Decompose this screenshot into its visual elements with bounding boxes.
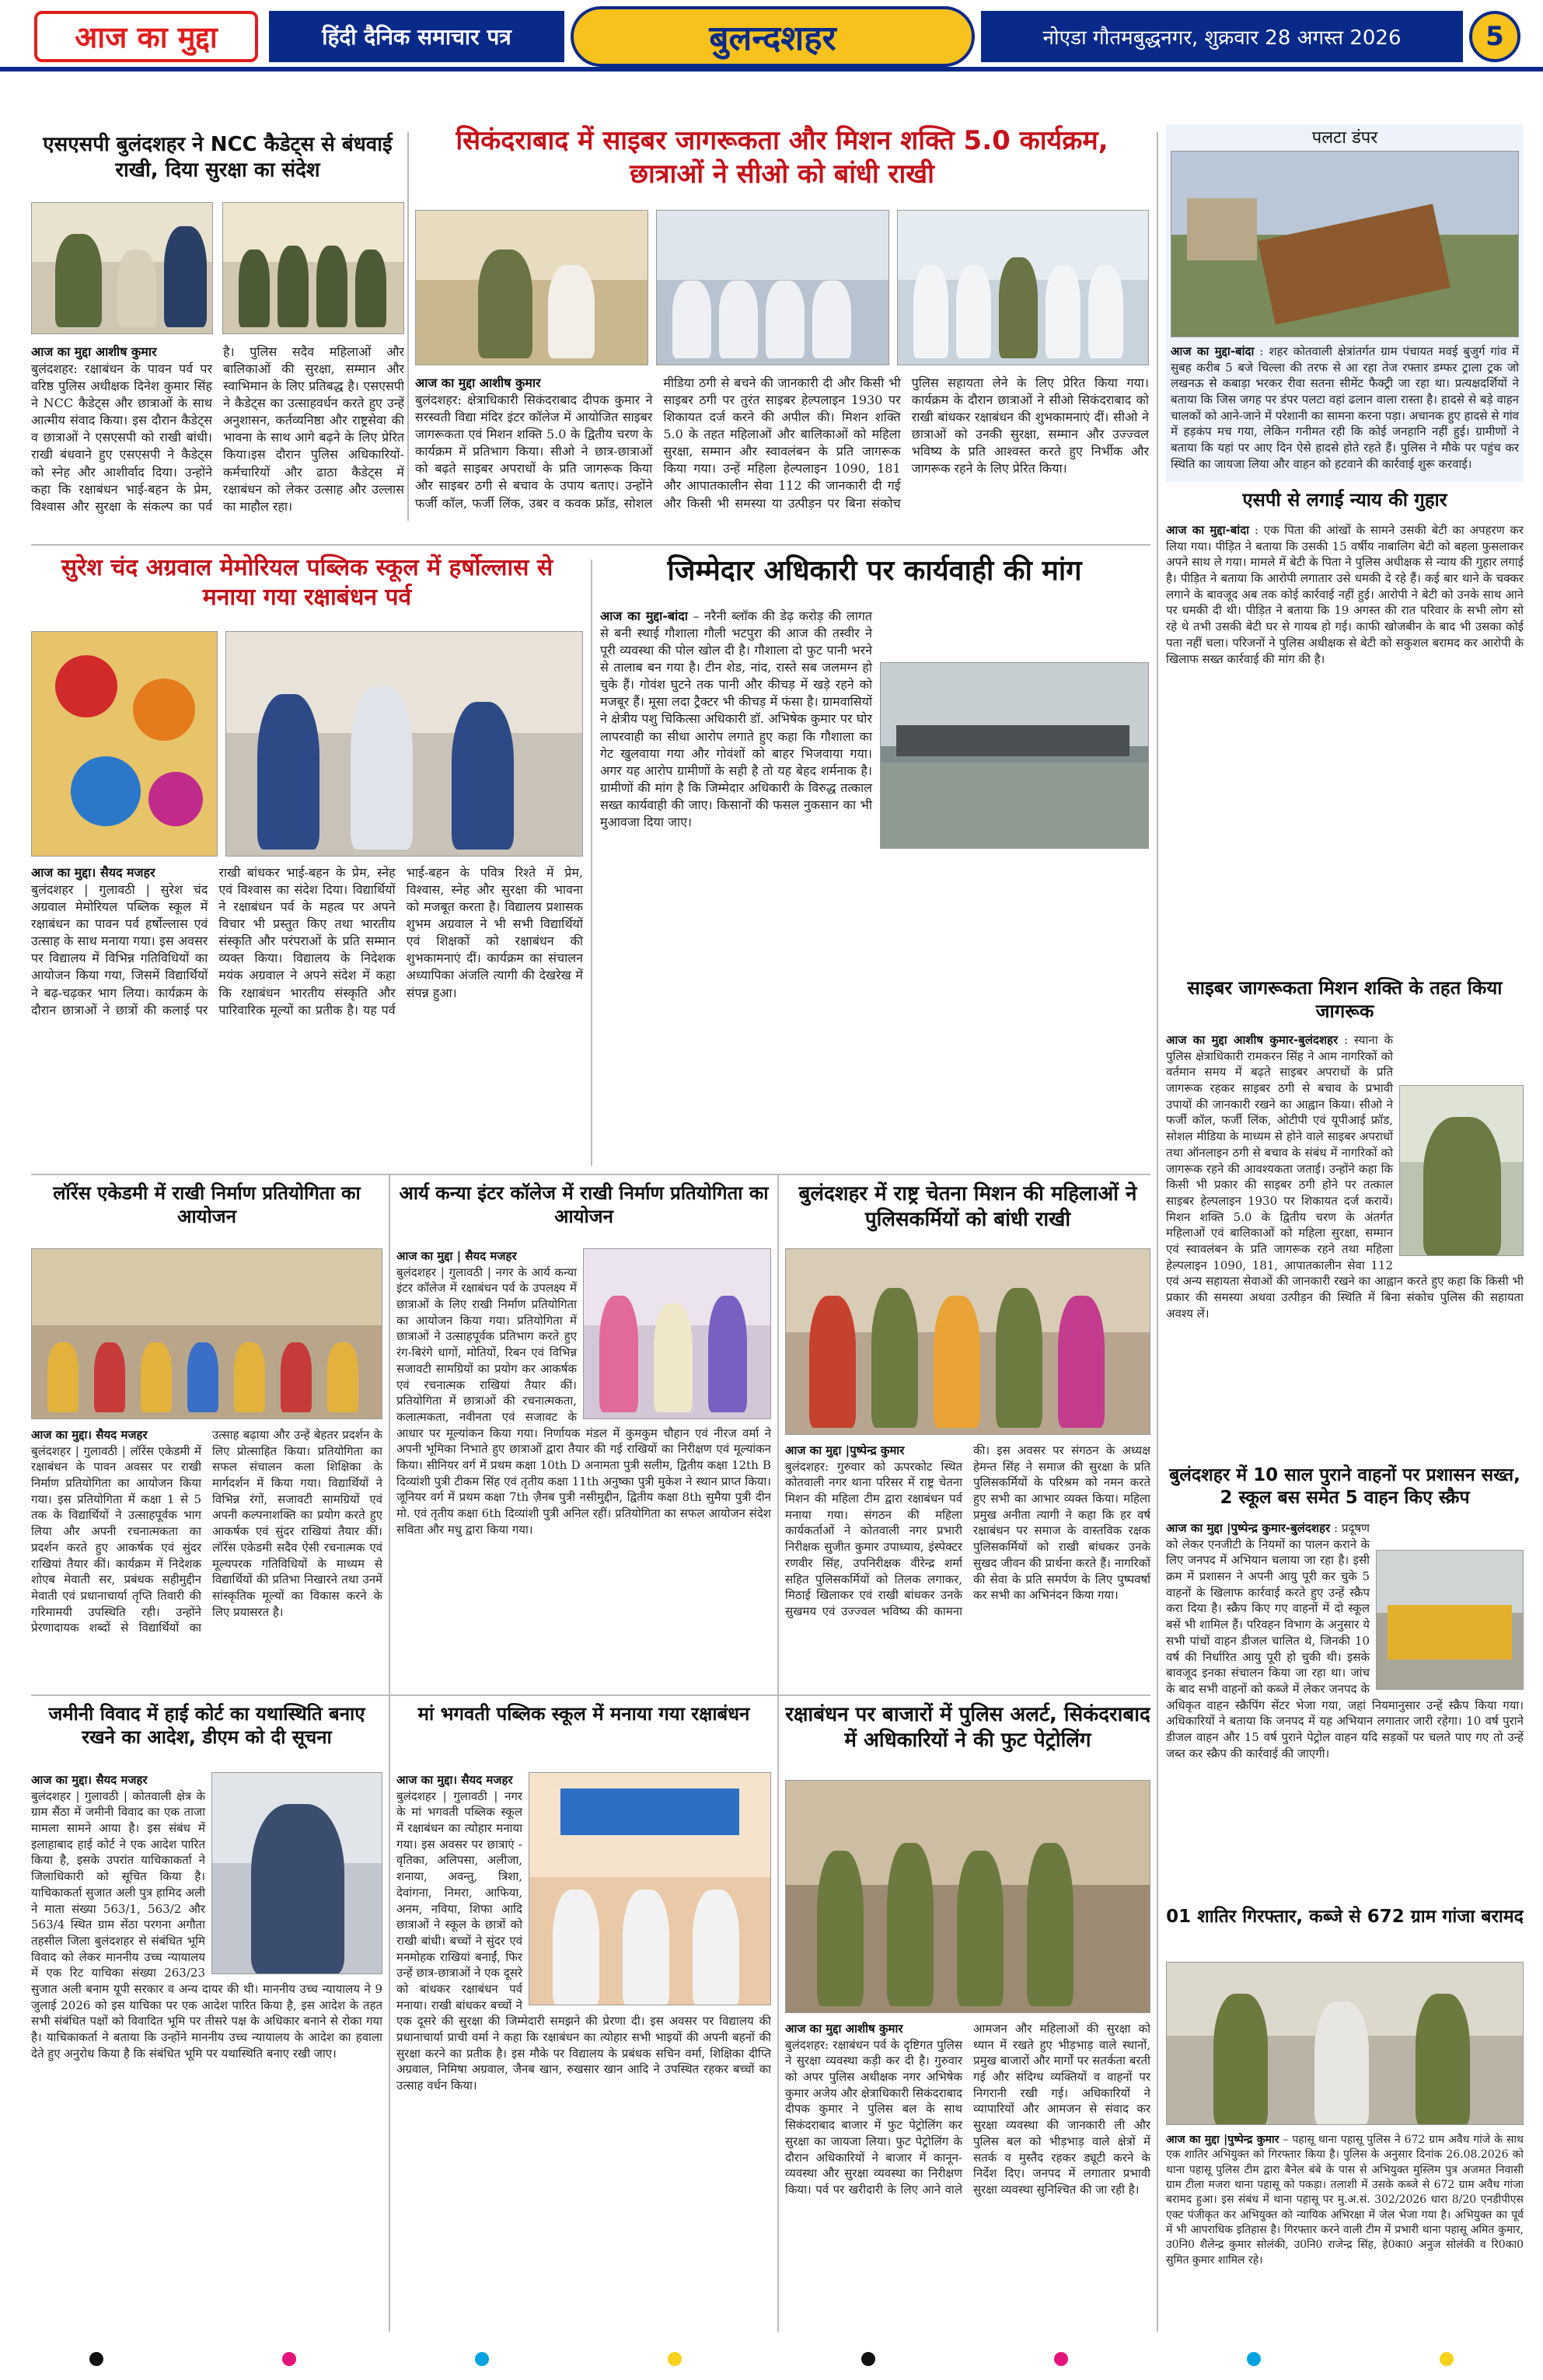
article-headline: साइबर जागरूकता मिशन शक्ति के तहत किया जागरूक [1187, 977, 1503, 1022]
article-arya-kanya [396, 1181, 771, 1687]
byline: आज का मुद्दा आशीष कुमार-बुलंदशहर [1166, 1033, 1339, 1047]
photo-students-class [656, 210, 889, 365]
row-rule [31, 544, 1150, 546]
photo-rakhi-competition [31, 1248, 382, 1419]
article-body [785, 2021, 1150, 2332]
article-headline: बुलंदशहर में राष्ट्र चेतना मिशन की महिलाओं ने पुलिसकर्मियों को बांधी राखी [798, 1182, 1137, 1231]
article-text: स्याना के पुलिस क्षेत्राधिकारी रामकरन सिंह ने आम नागरिकों को वर्तमान समय में बढ़ते साइबर अपराधों के प्रति जागरूक रहकर साइबर ठगी से बचाव के प्रभावी उपायों की जानकारी रखने का आह्वान किया। सीओ ने फर्जी कॉल, फर्जी लिंक, ओटीपी एवं यूपीआई फ्रॉड, सोशल मीडिया के माध्यम से होने वाले साइबर अपराधों तथा ऑनलाइन ठगी से बचाव के संबंध में नागरिकों को जागरूक रहने की आवश्यकता जताई। उन्होंने कहा कि किसी भी प्रकार की साइबर ठगी होने पर तत्काल साइबर हेल्पलाइन 1930 पर शिकायत दर्ज करायें। मिशन शक्ति 5.0 के द्वितीय चरण के अंतर्गत महिलाओं एवं बालिकाओं को महिला सुरक्षा, सम्मान एवं स्वावलंबन के प्रति जागरूक रहने तथा महिला हेल्पलाइन 1090, 181, आपातकालीन सेवा 112 एवं अन्य सहायता सेवाओं की जानकारी रखने का आह्वान करते हुए कहा कि किसी भी प्रकार की समस्या अथवा उत्पीड़न की स्थिति में बिना संकोच पुलिस की सहायता अवश्य लें। [1166, 1033, 1524, 1321]
article-rashtra-chetna [785, 1181, 1150, 1687]
photo-ssp-rakhi [31, 202, 213, 334]
article-gaushala [600, 553, 1149, 1167]
article-headline: एसपी से लगाई न्याय की गुहार [1242, 489, 1447, 511]
article-text: बुलंदशहर | गुलावठी | नगर के मां भगवती पब्लिक स्कूल में रक्षाबंधन का त्योहार मनाया गया। इस अवसर पर छात्राएं - वृतिका, अलिपसा, अलीजा, शनाया, अवन्तु, त्रिशा, देवांगना, निमरा, आफिया, अनम, नविया, शिफा आदि छात्राओं ने स्कूल के छात्रों को राखी बांधी। बच्चों ने सुंदर एवं मनमोहक राखियां बनाईं, फिर उन्हें छात्र-छात्राओं ने एक दूसरे को बांधकर रक्षाबंधन पर्व मनाया। राखी बांधकर बच्चों ने एक दूसरे की सुरक्षा की जिम्मेदारी समझने की प्रेरणा दी। इस अवसर पर विद्यालय की प्रधानाचार्या प्राची वर्मा ने कहा कि रक्षाबंधन का त्योहार सभी भाइयों की अपनी बहनों की सुरक्षा करने का प्रतीक है। इस मौके पर विद्यालय के प्रबंधक सचिन वर्मा, शिक्षिका दीप्ति अग्रवाल, निमिषा अग्रवाल, जैनब खान, रुखसार खान आदि ने उपस्थित रहकर बच्चों का उत्साह वर्धन किया। [396, 1788, 771, 2093]
dateline: नोएडा गौतमबुद्धनगर, शुक्रवार 28 अगस्त 2026 [981, 11, 1463, 62]
article-body [31, 864, 583, 1160]
photo-overturned-dumper [1171, 151, 1519, 337]
byline: आज का मुद्दा |पुष्पेन्द्र कुमार [785, 1443, 905, 1457]
photo-flooded-gaushala [880, 662, 1149, 849]
article-market-patrol [785, 1702, 1150, 2340]
article-headline: मां भगवती पब्लिक स्कूल में मनाया गया रक्षाबंधन [417, 1703, 750, 1725]
article-headline: जमीनी विवाद में हाई कोर्ट का यथास्थिति बनाए रखने का आदेश, डीएम को दी सूचना [48, 1703, 365, 1748]
article-body [415, 375, 1149, 530]
byline: आज का मुद्दा। सैयद मजहर [396, 1773, 513, 1787]
byline: आज का मुद्दा-बांदा [1171, 344, 1255, 358]
registration-dot [1247, 2352, 1261, 2366]
article-headline: लॉरेंस एकेडमी में राखी निर्माण प्रतियोगिता का आयोजन [53, 1182, 361, 1227]
row-rule [31, 1694, 1150, 1696]
article-dumper [1166, 124, 1524, 482]
article-cyber-awareness-syana [1166, 976, 1524, 1458]
article-headline: रक्षाबंधन पर बाजारों में पुलिस अलर्ट, सिकंदराबाद में अधिकारियों ने की फुट पेट्रोलिंग [785, 1703, 1150, 1752]
registration-dot [89, 2352, 103, 2366]
article-text: बुलंदशहर: गुरुवार को ऊपरकोट स्थित कोतवाली नगर थाना परिसर में राष्ट्र चेतना मिशन की महिला टीम द्वारा रक्षाबंधन पर्व मनाया गया। संगठन की महिला कार्यकर्ताओं ने कोतवाली नगर प्रभारी निरीक्षक सुजीत कुमार उपाध्याय, इंस्पेक्टर रणवीर सिंह, उपनिरीक्षक वीरेन्द्र शर्मा सहित पुलिसकर्मियों को तिलक लगाकर, मिठाई खिलाकर एवं राखी बांधकर उनके सुखमय एवं उज्ज्वल भविष्य की कामना की। इस अवसर पर संगठन के अध्यक्ष हेमन्त सिंह ने समाज की सुरक्षा के प्रति पुलिसकर्मियों के परिश्रम को नमन करते हुए सभी का आभार व्यक्त किया। महिला प्रमुख अनीता त्यागी ने कहा कि हर वर्ष रक्षाबंधन पर समाज के वास्तविक रक्षक पुलिसकर्मियों को राखी बांधकर उनके सुखद जीवन की प्रार्थना करते हैं। नागरिकों की सेवा के प्रति समर्पण के लिए पुष्पवर्षा कर सभी का अभिनंदन किया गया। [785, 1443, 1150, 1618]
photo-police-rakhi [785, 1248, 1150, 1435]
article-text: प्रदूषण को लेकर एनजीटी के नियमों का पालन कराने के लिए जनपद में अभियान चलाया जा रहा है। इसी क्रम में प्रशासन ने अपनी आयु पूरी कर चुके 5 वाहनों के खिलाफ कार्रवाई करते हुए उन्हें स्क्रैप करा दिया है। स्क्रैप किए गए वाहनों में दो स्कूल बसें भी शामिल हैं। परिवहन विभाग के अनुसार ये सभी पांचों वाहन डीजल चालित थे, जिनकी 10 वर्ष की निर्धारित आयु पूरी हो चुकी थी। इसके बावजूद इनका संचालन किया जा रहा था। जांच के बाद सभी वाहनों को कब्जे में लेकर जनपद के अधिकृत वाहन स्क्रैपिंग सेंटर भेजा गया, जहां नियमानुसार उन्हें स्क्रैप किया गया। अधिकारियों ने बताया कि जनपद में यह अभियान लगातार जारी रहेगा। 10 वर्ष पुराने डीजल वाहन और 15 वर्ष पुराने पेट्रोल वाहन यदि सड़कों पर चलते पाए गए तो उन्हें जब्त कर स्क्रैप की कार्रवाई की जाएगी। [1166, 1521, 1524, 1761]
column-rule [389, 1174, 390, 2332]
column-rule [591, 560, 592, 1166]
article-body: आज का मुद्दा-बांदा – नरैनी ब्लॉक की डेढ़ करोड़ की लागत से बनी स्थाई गौशाला गौली भटपुरा की आज की तस्वीर ने पूरी व्यवस्था की पोल खोल दी है। गौशाला दो फुट पानी भरने से तालाब बन गया है। टीन शेड, नांद, रास्ते सब जलमग्न हो चुके हैं। गोवंश घुटने तक पानी और कीचड़ में खड़े रहने को मजबूर हैं। मूसा लदा ट्रैक्टर भी कीचड़ में फंसा है। ग्रामवासियों ने क्षेत्रीय पशु चिकित्सा अधिकारी डॉ. अभिषेक कुमार पर घोर लापरवाही का सीधा आरोप लगाते हुए कहा कि गौशाला का गेट खुलवाया गया और गोवंशों को बाहर भिजवाया गया। अगर यह आरोप ग्रामीणों के सही है तो यह बेहद शर्मनाक है। ग्रामीणों की मांग है कि जिम्मेदार अधिकारी के विरुद्ध तत्काल सख्त कार्यवाही की जाए। किसानों की फसल नुकसान का भी मुआवजा दिया जाए। [600, 609, 872, 829]
article-maa-bhagwati-school [396, 1702, 771, 2340]
tagline: हिंदी दैनिक समाचार पत्र [269, 11, 564, 62]
masthead [0, 0, 1543, 72]
article-ssp-ncc [31, 132, 404, 536]
column-rule [777, 1174, 779, 2332]
article-suresh-chand-school [31, 553, 583, 1167]
article-body: आज का मुद्दा |पुष्पेन्द्र कुमार – पहासू थाना पहासू पुलिस ने 672 ग्राम अवैध गांजे के साथ एक शातिर अभियुक्त को गिरफ्तार किया है। पुलिस के अनुसार दिनांक 26.08.2026 को थाना पहासू पुलिस टीम द्वारा बैनेल बंबे के पास से अभियुक्त मुस्लिम पुत्र अजमत निवासी ग्राम टीला मजरा थाना पहासू को पकड़ा। तलाशी में उसके कब्जे से 672 ग्राम अवैध गांजा बरामद हुआ। इस संबंध में थाना पहासू पर मु.अ.सं. 302/2026 धारा 8/20 एनडीपीएस एक्ट पंजीकृत कर अभियुक्त को न्यायिक अभिरक्षा में जेल भेजा गया है। अभियुक्त का पूर्व में भी आपराधिक इतिहास है। गिरफ्तार करने वाली टीम में प्रभारी थाना पहासू अमित कुमार, उ0नि0 शैलेन्द्र कुमार सोलंकी, उ0नि0 राजेन्द्र सिंह, हे0का0 अनुज सोलंकी व रि0का0 सुमित कुमार शामिल रहे। [1166, 2134, 1524, 2267]
photo-ncc-group [222, 202, 404, 334]
article-headline: आर्य कन्या इंटर कॉलेज में राखी निर्माण प्रतियोगिता का आयोजन [399, 1182, 769, 1227]
article-text: शहर कोतवाली क्षेत्रांतर्गत ग्राम पंचायत मवई बुजुर्ग गांव में सुबह करीब 5 बजे चिल्ला की तरफ से आ रहा तेज रफ्तार डम्फर ट्राला ट्रक जो लखनऊ से कबाड़ा भरकर रीवा सतना सीमेंट फैक्ट्री जा रहा था। प्रत्यक्षदर्शियों ने बताया कि जिस जगह पर डंपर पलटा वहां ढलान वाला रास्ता है। हादसे से बड़े वाहन चालकों को आने-जाने में परेशानी का सामना करना पड़ा। अचानक हुए हादसे से गांव में हड़कंप मच गया, लेकिन गनीमत रही कि कोई जनहानि नहीं हुई। ग्रामीणों ने बताया कि यहां पर आए दिन ऐसे हादसे होते रहते हैं। पुलिस ने मौके पर पहुंच कर स्थिति का जायजा लिया और वाहन को हटवाने की कार्रवाई शुरू करवाई। [1171, 344, 1519, 471]
article-text: बुलंदशहर | गुलावठी | सुरेश चंद अग्रवाल मेमोरियल पब्लिक स्कूल में रक्षाबंधन का पावन पर्व हर्षोल्लास एवं उत्साह के साथ मनाया गया। इस अवसर पर विद्यालय में विभिन्न गतिविधियों का आयोजन किया गया, जिसमें विद्यार्थियों ने बढ़-चढ़कर भाग लिया। कार्यक्रम के दौरान छात्राओं ने छात्रों की कलाई पर राखी बांधकर भाई-बहन के प्रेम, स्नेह एवं विश्वास का संदेश दिया। विद्यार्थियों ने रक्षाबंधन पर्व के महत्व पर अपने विचार भी प्रस्तुत किए तथा भारतीय संस्कृति और परंपराओं के प्रति सम्मान व्यक्त किया। विद्यालय के निदेशक मयंक अग्रवाल ने अपने संदेश में कहा कि रक्षाबंधन भारतीय संस्कृति और पारिवारिक मूल्यों का प्रतीक है। यह पर्व भाई-बहन के पवित्र रिश्ते में प्रेम, विश्वास, स्नेह और सुरक्षा की भावना को मजबूत करता है। विद्यालय प्रशासक शुभम अग्रवाल ने भी सभी विद्यार्थियों एवं शिक्षकों को रक्षाबंधन की शुभकामनाएं दीं। कार्यक्रम का संचालन अध्यापिका अंजलि त्यागी की देखरेख में संपन्न हुआ। [31, 865, 583, 1017]
photo-co-rakhi [415, 210, 648, 365]
registration-dot [1054, 2352, 1068, 2366]
article-sikandrabad-cyber [415, 124, 1149, 536]
registration-dot [1440, 2352, 1454, 2366]
article-headline: 01 शातिर गिरफ्तार, कब्जे से 672 ग्राम गांजा बरामद [1166, 1907, 1524, 1927]
article-headline: सिकंदराबाद में साइबर जागरूकता और मिशन शक्ति 5.0 कार्यक्रम, छात्राओं ने सीओ को बांधी राखी [456, 125, 1108, 190]
article-text: एक पिता की आंखों के सामने उसकी बेटी का अपहरण कर लिया गया। पीड़ित ने बताया कि उसकी 15 वर्षीय नाबालिग बेटी को बहला फुसलाकर अपने साथ ले गया। मामले में बेटी के पिता ने पुलिस अधीक्षक से न्याय की गुहार लगाई है। पीड़ित ने बताया कि आरोपी लगातार उसे धमकी दे रहे हैं। कई बार थाने के चक्कर लगाने के बावजूद अब तक कोई कार्रवाई नहीं हुई। आरोपी ने बेटी को उनके साथ आने पर धमकी दी थी। पीड़ित ने बताया कि 19 अगस्त की रात परिवार के सभी लोग सो रहे थे तभी उसकी बेटी घर से गायब हो गई। काफी खोजबीन के बाद भी उसका कोई पता नहीं चला। परिजनों ने पुलिस अधीक्षक से बेटी को सकुशल बरामद कर आरोपी के खिलाफ सख्त कार्रवाई की मांग की है। [1166, 523, 1524, 666]
article-text: बुलंदशहर | गुलावठी | लॉरेंस एकेडमी में रक्षाबंधन के पावन अवसर पर राखी निर्माण प्रतियोगिता का आयोजन किया गया। इस प्रतियोगिता में कक्षा 1 से 5 तक के विद्यार्थियों ने उत्साहपूर्वक भाग लिया और अपनी रचनात्मकता का प्रदर्शन करते हुए आकर्षक एवं सुंदर राखियां तैयार कीं। कार्यक्रम में निदेशक शोएब मेवाती सर, प्रबंधक सहीमुद्दीन मेवाती एवं प्रधानाचार्या तृप्ति तिवारी की गरिमामयी उपस्थिति रही। उन्होंने प्रेरणादायक शब्दों से विद्यार्थियों का उत्साह बढ़ाया और उन्हें बेहतर प्रदर्शन के लिए प्रोत्साहित किया। प्रतियोगिता का सफल संचालन कला शिक्षिका के मार्गदर्शन में किया गया। विद्यार्थियों ने विभिन्न रंगों, सजावटी सामग्रियों एवं अपनी कल्पनाशक्ति का प्रयोग करते हुए आकर्षक एवं सुंदर राखियां तैयार कीं। लॉरेंस एकेडमी सदैव ऐसी रचनात्मक एवं मूल्यपरक गतिविधियों के माध्यम से विद्यार्थियों की प्रतिभा निखारने तथा उनमें सांस्कृतिक मूल्यों का विकास करने के लिए प्रयासरत है। [31, 1428, 382, 1635]
byline: आज का मुद्दा। सैयद मजहर [31, 865, 155, 880]
article-high-court-land [31, 1702, 382, 2340]
photo-arrested-accused [1166, 1962, 1524, 2125]
article-body [31, 344, 404, 530]
article-body: आज का मुद्दा-बांदा : शहर कोतवाली क्षेत्रांतर्गत ग्राम पंचायत मवई बुजुर्ग गांव में सुबह करीब 5 बजे चिल्ला की तरफ से आ रहा तेज रफ्तार डम्फर ट्राला ट्रक जो लखनऊ से कबाड़ा भरकर रीवा सतना सीमेंट फैक्ट्री जा रहा था। प्रत्यक्षदर्शियों ने बताया कि जिस जगह पर डंपर पलटा वहां ढलान वाला रास्ता है। हादसे से बड़े वाहन चालकों को आने-जाने में परेशानी का सामना करना पड़ा। अचानक हुए हादसे से गांव में हड़कंप मच गया, लेकिन गनीमत रही कि कोई जनहानि नहीं हुई। ग्रामीणों ने बताया कि यहां पर आए दिन ऐसे हादसे होते रहते हैं। पुलिस ने मौके पर पहुंच कर स्थिति का जायजा लिया और वाहन को हटवाने की कार्रवाई शुरू करवाई। [1171, 344, 1519, 471]
byline: आज का मुद्दा | सैयद मजहर [396, 1249, 517, 1263]
photo-foot-patrol [785, 1780, 1150, 2013]
byline: आज का मुद्दा आशीष कुमार [31, 344, 157, 359]
article-headline: एसएसपी बुलंदशहर ने NCC कैडेट्स से बंधवाई राखी, दिया सुरक्षा का संदेश [43, 133, 393, 182]
article-body [785, 1443, 1150, 1684]
print-registration-marks [0, 2347, 1543, 2371]
column-rule [407, 132, 409, 521]
article-text: बुलंदशहर: क्षेत्राधिकारी सिकंदराबाद दीपक कुमार ने सरस्वती विद्या मंदिर इंटर कॉलेज में आयोजित साइबर जागरूकता एवं मिशन शक्ति 5.0 के द्वितीय चरण के कार्यक्रम में प्रतिभाग किया। सीओ ने छात्र-छात्राओं को बढ़ते साइबर अपराधों के प्रति जागरूक किया और साइबर ठगी से बचाव के उपाय बताए। उन्होंने फर्जी कॉल, फर्जी लिंक, उबर व कवक फ्रॉड, सोशल मीडिया ठगी से बचने की जानकारी दी और किसी भी साइबर ठगी पर तुरंत साइबर हेल्पलाइन 1930 पर शिकायत दर्ज करने की अपील की। मिशन शक्ति 5.0 के तहत महिलाओं और बालिकाओं को महिला सुरक्षा, सम्मान और स्वावलंबन के प्रति जागरूक किया गया। उन्हें महिला हेल्पलाइन 1090, 181 और आपातकालीन सेवा 112 की जानकारी दी गई और किसी भी समस्या या उत्पीड़न पर बिना संकोच पुलिस सहायता लेने के लिए प्रेरित किया गया।कार्यक्रम के दौरान छात्राओं ने सीओ सिकंदराबाद को राखी बांधकर रक्षाबंधन की शुभकामनाएं दीं। सीओ ने छात्राओं को उनकी सुरक्षा, सम्मान और उज्ज्वल भविष्य के प्रति आश्वस्त करते हुए निर्भीक और जागरूक रहने के लिए प्रेरित किया। [415, 375, 1149, 511]
article-text: पहासू थाना पहासू पुलिस ने 672 ग्राम अवैध गांजे के साथ एक शातिर अभियुक्त को गिरफ्तार किया है। पुलिस के अनुसार दिनांक 26.08.2026 को थाना पहासू पुलिस टीम द्वारा बैनेल बंबे के पास से अभियुक्त मुस्लिम पुत्र अजमत निवासी ग्राम टीला मजरा थाना पहासू को पकड़ा। तलाशी में उसके कब्जे से 672 ग्राम अवैध गांजा बरामद हुआ। इस संबंध में थाना पहासू पर मु.अ.सं. 302/2026 धारा 8/20 एनडीपीएस एक्ट पंजीकृत कर अभियुक्त को न्यायिक अभिरक्षा में जेल भेजा गया है। अभियुक्त का पूर्व में भी आपराधिक इतिहास है। गिरफ्तार करने वाली टीम में प्रभारी थाना पहासू अमित कुमार, उ0नि0 शैलेन्द्र कुमार सोलंकी, उ0नि0 राजेन्द्र सिंह, हे0का0 अनुज सोलंकी व रि0का0 सुमित कुमार शामिल रहे। [1166, 2134, 1524, 2267]
article-text: बुलंदशहर | गुलावठी | नगर के आर्य कन्या इंटर कॉलेज में रक्षाबंधन पर्व के उपलक्ष्य में छात्राओं के लिए राखी निर्माण प्रतियोगिता का आयोजन किया गया। प्रतियोगिता में छात्राओं ने उत्साहपूर्वक प्रतिभाग करते हुए रंग-बिरंगे धागों, मोतियों, रिबन एवं विभिन्न सजावटी सामग्रियों का प्रयोग कर आकर्षक एवं रचनात्मक राखियां तैयार कीं। प्रतियोगिता में छात्राओं की रचनात्मकता, कलात्मकता, नवीनता एवं सजावट के आधार पर मूल्यांकन किया गया। निर्णायक मंडल में कुमकुम चौहान एवं नीरज वर्मा ने अपनी भूमिका निभाते हुए छात्राओं द्वारा तैयार की गई राखियों का निरीक्षण एवं मूल्यांकन किया। सीनियर वर्ग में प्रथम कक्षा 10th D अनामता पुत्री सलीम, द्वितीय कक्षा 12th B दिव्यांशी पुत्री टीकम सिंह एवं तृतीय कक्षा 11th अनुष्का पुत्री मुकेश ने स्थान प्राप्त किया। जूनियर वर्ग में प्रथम कक्षा 7th ज़ैनब पुत्री नसीमुद्दीन, द्वितीय कक्षा 8th सुमैया पुत्री दीन मो. एवं तृतीय कक्षा 6th दिव्यांशी पुत्री अनिल रहीं। प्रतियोगिता का सफल आयोजन संदेश सविता और मधु द्वारा किया गया। [396, 1265, 771, 1537]
article-lawrence-academy [31, 1181, 382, 1687]
article-headline: जिम्मेदार अधिकारी पर कार्यवाही की मांग [667, 555, 1082, 587]
article-label: पलटा डंपर [1311, 128, 1378, 148]
photo-students-tying-rakhi [225, 631, 583, 857]
row-rule [31, 1174, 1150, 1175]
article-body [396, 1248, 771, 1684]
registration-dot [475, 2352, 489, 2366]
byline: आज का मुद्दा |पुष्पेन्द्र कुमार-बुलंदशहर [1166, 1521, 1331, 1535]
section-title: बुलन्दशहर [571, 6, 975, 67]
byline: आज का मुद्दा-बांदा [600, 609, 688, 623]
photo-rakhi-display [31, 631, 218, 857]
byline: आज का मुद्दा-बांदा [1166, 523, 1250, 537]
article-body [396, 1772, 771, 2332]
article-body [31, 1427, 382, 1684]
byline: आज का मुद्दा। सैयद मजहर [31, 1773, 148, 1787]
byline: आज का मुद्दा आशीष कुमार [785, 2022, 903, 2036]
registration-dot [861, 2352, 875, 2366]
article-headline: सुरेश चंद अग्रवाल मेमोरियल पब्लिक स्कूल में हर्षोल्लास से मनाया गया रक्षाबंधन पर्व [61, 554, 553, 611]
article-body: आज का मुद्दा-बांदा : एक पिता की आंखों के सामने उसकी बेटी का अपहरण कर लिया गया। पीड़ित ने बताया कि उसकी 15 वर्षीय नाबालिग बेटी को बहला फुसलाकर अपने साथ ले गया। मामले में बेटी के पिता ने पुलिस अधीक्षक से न्याय की गुहार लगाई है। पीड़ित ने बताया कि आरोपी लगातार उसे धमकी दे रहे हैं। कई बार थाने के चक्कर लगाने के बावजूद अब तक कोई कार्रवाई नहीं हुई। आरोपी ने बेटी को उनके साथ आने पर धमकी दी थी। पीड़ित ने बताया कि 19 अगस्त की रात परिवार के सभी लोग सो रहे थे तभी उसकी बेटी घर से गायब हो गई। काफी खोजबीन के बाद भी उसका कोई पता नहीं चला। परिजनों ने पुलिस अधीक्षक से बेटी को सकुशल बरामद कर आरोपी के खिलाफ सख्त कार्रवाई की मांग की है। [1166, 523, 1524, 666]
page-number: 5 [1469, 11, 1520, 62]
article-sp-justice [1166, 488, 1524, 970]
article-text: बुलंदशहर: रक्षाबंधन पर्व के दृष्टिगत पुलिस ने सुरक्षा व्यवस्था कड़ी कर दी है। गुरुवार को अपर पुलिस अधीक्षक नगर अभिषेक कुमार अजेय और क्षेत्राधिकारी सिकंदराबाद दीपक कुमार ने पुलिस बल के साथ सिकंदराबाद बाजार में फुट पेट्रोलिंग कर सुरक्षा का जायजा लिया। फुट पेट्रोलिंग के दौरान अधिकारियों ने बाजार में कानून-व्यवस्था और सुरक्षा व्यवस्था का निरीक्षण किया। पर्व पर खरीदारी के लिए आने वाले आमजन और महिलाओं की सुरक्षा को ध्यान में रखते हुए भीड़भाड़ वाले स्थानों, प्रमुख बाजारों और मार्गों पर सतर्कता बरती गई और संदिग्ध व्यक्तियों व वाहनों पर निगरानी रखी गई। अधिकारियों ने व्यापारियों और आमजन से संवाद कर सुरक्षा व्यवस्था की जानकारी ली और पुलिस बल को भीड़भाड़ वाले क्षेत्रों में सतर्क व मुस्तैद रहकर ड्यूटी करने के निर्देश दिए। जनपद में लगातार प्रभावी सुरक्षा व्यवस्था सुनिश्चित की जा रही है। [785, 2022, 1150, 2197]
column-rule [1157, 132, 1158, 2332]
article-text: बुलंदशहर: रक्षाबंधन के पावन पर्व पर वरिष्ठ पुलिस अधीक्षक दिनेश कुमार सिंह ने NCC कैडेट्स और छात्राओं के साथ आत्मीय संवाद किया। इस दौरान कैडेट्स व छात्राओं ने एसएसपी को राखी बांधी।राखी बंधवाने हुए एसएसपी ने कैडेट्स को स्नेह और आशीर्वाद दिया। उन्होंने कहा कि रक्षाबंधन भाई-बहन के प्रेम, विश्वास और सुरक्षा के संकल्प का पर्व है। पुलिस सदैव महिलाओं और बालिकाओं की सुरक्षा, सम्मान और स्वाभिमान के लिए प्रतिबद्ध है। एसएसपी ने कैडेट्स का उत्साहवर्धन करते हुए उन्हें अनुशासन, कर्तव्यनिष्ठा और राष्ट्रसेवा की भावना के साथ आगे बढ़ने के लिए प्रेरित किया।इस दौरान पुलिस अधिकारियों-कर्मचारियों और ढाठा कैडेट्स में रक्षाबंधन को लेकर उत्साह और उल्लास का माहौल रहा। [31, 344, 404, 514]
article-vehicle-scrap [1166, 1464, 1524, 1900]
article-ganja-arrest [1166, 1906, 1524, 2341]
registration-dot [668, 2352, 682, 2366]
article-body: आज का मुद्दा |पुष्पेन्द्र कुमार-बुलंदशहर : प्रदूषण को लेकर एनजीटी के नियमों का पालन कराने के लिए जनपद में अभियान चलाया जा रहा है। इसी क्रम में प्रशासन ने अपनी आयु पूरी कर चुके 5 वाहनों के खिलाफ कार्रवाई करते हुए उन्हें स्क्रैप करा दिया है। स्क्रैप किए गए वाहनों में दो स्कूल बसें भी शामिल हैं। परिवहन विभाग के अनुसार ये सभी पांचों वाहन डीजल चालित थे, जिनकी 10 वर्ष की निर्धारित आयु पूरी हो चुकी थी। इसके बावजूद इनका संचालन किया जा रहा था। जांच के बाद सभी वाहनों को कब्जे में लेकर जनपद के अधिकृत वाहन स्क्रैपिंग सेंटर भेजा गया, जहां नियमानुसार उन्हें स्क्रैप किया गया। अधिकारियों ने बताया कि जनपद में यह अभियान लगातार जारी रहेगा। 10 वर्ष पुराने डीजल वाहन और 15 वर्ष पुराने पेट्रोल वाहन यदि सड़कों पर चलते पाए गए तो उन्हें जब्त कर स्क्रैप की कार्रवाई की जाएगी। [1166, 1521, 1524, 1761]
byline: आज का मुद्दा। सैयद मजहर [31, 1428, 148, 1442]
byline: आज का मुद्दा |पुष्पेन्द्र कुमार [1166, 2134, 1279, 2146]
byline: आज का मुद्दा आशीष कुमार [415, 375, 541, 390]
registration-dot [282, 2352, 296, 2366]
article-body [31, 1772, 382, 2332]
photo-mission-shakti-group [897, 210, 1149, 365]
article-text: नरैनी ब्लॉक की डेढ़ करोड़ की लागत से बनी स्थाई गौशाला गौली भटपुरा की आज की तस्वीर ने पूरी व्यवस्था की पोल खोल दी है। गौशाला दो फुट पानी भरने से तालाब बन गया है। टीन शेड, नांद, रास्ते सब जलमग्न हो चुके हैं। गोवंश घुटने तक पानी और कीचड़ में खड़े रहने को मजबूर हैं। मूसा लदा ट्रैक्टर भी कीचड़ में फंसा है। ग्रामवासियों ने क्षेत्रीय पशु चिकित्सा अधिकारी डॉ. अभिषेक कुमार पर घोर लापरवाही का सीधा आरोप लगाते हुए कहा कि गौशाला का गेट खुलवाया गया और गोवंशों को बाहर भिजवाया गया। अगर यह आरोप ग्रामीणों के सही है तो यह बेहद शर्मनाक है। ग्रामीणों की मांग है कि जिम्मेदार अधिकारी के विरुद्ध तत्काल सख्त कार्यवाही की जाए। किसानों की फसल नुकसान का भी मुआवजा दिया जाए। [600, 609, 872, 829]
article-text: बुलंदशहर | गुलावठी | कोतवाली क्षेत्र के ग्राम सैंठा में जमीनी विवाद का एक ताजा मामला सामने आया है। इस संबंध में इलाहाबाद हाई कोर्ट ने एक आदेश पारित किया है, इसके उपरांत याचिकाकर्ता ने जिलाधिकारी को सूचित किया है। याचिकाकर्ता सुजात अली पुत्र हामिद अली ने माता संख्या 563/1, 563/2 और 563/4 स्थित ग्राम सेंठा परगना अगौता तहसील जिला बुलंदशहर से संबंधित भूमि विवाद को लेकर माननीय उच्च न्यायालय में एक रिट याचिका संख्या 263/23 सुजात अली बनाम यूपी सरकार व अन्य दायर की थी। माननीय उच्च न्यायालय ने 9 जुलाई 2026 को इस याचिका पर एक आदेश पारित किया है, इस आदेश के तहत सभी संबंधित पक्षों को विवादित भूमि पर तीसरे पक्ष के अधिकार बनाने से रोका गया है। याचिकाकर्ता ने बताया कि उन्होंने माननीय उच्च न्यायालय के आदेश का हवाला देते हुए अनुरोध किया है कि संबंधित भूमि पर यथास्थिति बनाए रखी जाए। [31, 1788, 382, 2061]
article-headline: बुलंदशहर में 10 साल पुराने वाहनों पर प्रशासन सख्त, 2 स्कूल बस समेत 5 वाहन किए स्क्रैप [1169, 1465, 1520, 1508]
article-body: आज का मुद्दा आशीष कुमार-बुलंदशहर : स्याना के पुलिस क्षेत्राधिकारी रामकरन सिंह ने आम नागरिकों को वर्तमान समय में बढ़ते साइबर अपराधों के प्रति जागरूक रहकर साइबर ठगी से बचाव के प्रभावी उपायों की जानकारी रखने का आह्वान किया। सीओ ने फर्जी कॉल, फर्जी लिंक, ओटीपी एवं यूपीआई फ्रॉड, सोशल मीडिया के माध्यम से होने वाले साइबर अपराधों तथा ऑनलाइन ठगी से बचाव के संबंध में नागरिकों को जागरूक रहने की आवश्यकता जताई। उन्होंने कहा कि किसी भी प्रकार की साइबर ठगी होने पर तत्काल साइबर हेल्पलाइन 1930 पर शिकायत दर्ज करायें। मिशन शक्ति 5.0 के द्वितीय चरण के अंतर्गत महिलाओं एवं बालिकाओं को महिला सुरक्षा, सम्मान एवं स्वावलंबन के प्रति जागरूक रहने तथा महिला हेल्पलाइन 1090, 181, आपातकालीन सेवा 112 एवं अन्य सहायता सेवाओं की जानकारी रखने का आह्वान करते हुए कहा कि किसी भी प्रकार की समस्या अथवा उत्पीड़न की स्थिति में बिना संकोच पुलिस की सहायता अवश्य लें। [1166, 1033, 1524, 1321]
brand-logo: आज का मुद्दा [34, 11, 258, 62]
